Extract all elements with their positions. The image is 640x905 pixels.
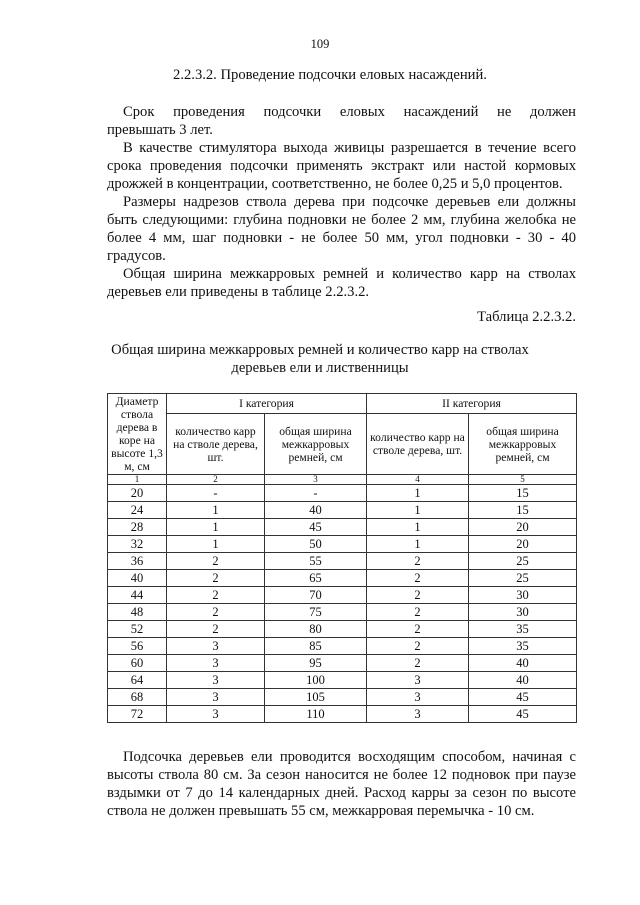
header-sub: общая ширина межкарровых ремней, см	[469, 414, 577, 475]
table-cell: -	[265, 485, 367, 502]
table-title-line: Общая ширина межкарровых ремней и количество карр на стволах	[111, 342, 529, 358]
table-row	[108, 638, 577, 655]
header-category-2: II категория	[367, 394, 577, 414]
paragraph-line: ствола не должен превышать 55 см, межкарровая перемычка - 10 см.	[107, 803, 535, 819]
table-cell: 2	[167, 570, 265, 587]
column-number: 2	[167, 475, 265, 485]
table-cell: 3	[167, 638, 265, 655]
table-row	[108, 689, 577, 706]
table-cell: 2	[367, 570, 469, 587]
section-heading: 2.2.3.2. Проведение подсочки еловых насаждений.	[173, 67, 487, 83]
data-table	[107, 393, 577, 723]
table-cell: 2	[367, 553, 469, 570]
table-cell: 36	[108, 553, 167, 570]
table-cell: 44	[108, 587, 167, 604]
table-cell: 2	[167, 553, 265, 570]
header-diameter: Диаметр ствола дерева в коре на высоте 1,3 м, см	[108, 394, 167, 475]
table-cell: 28	[108, 519, 167, 536]
table-cell: 3	[367, 672, 469, 689]
column-number: 4	[367, 475, 469, 485]
table-cell: 35	[469, 638, 577, 655]
table-row	[108, 655, 577, 672]
table-cell: 2	[367, 638, 469, 655]
header-category-1: I категория	[167, 394, 367, 414]
table-row	[108, 502, 577, 519]
table-cell: 72	[108, 706, 167, 723]
table-cell: 1	[167, 502, 265, 519]
table-cell: 1	[367, 519, 469, 536]
paragraph-line: Подсочка деревьев ели проводится восходящим способом, начиная с	[123, 749, 576, 765]
table-cell: 3	[167, 706, 265, 723]
table-row	[108, 706, 577, 723]
table-cell: 40	[108, 570, 167, 587]
table-cell: 56	[108, 638, 167, 655]
table-cell: 3	[167, 689, 265, 706]
table-cell: 20	[469, 519, 577, 536]
table-cell: 1	[167, 536, 265, 553]
table-cell: 20	[108, 485, 167, 502]
table-cell: 65	[265, 570, 367, 587]
paragraph-line: быть следующими: глубина подновки не более 2 мм, глубина желобка не	[107, 212, 576, 228]
table-cell: 68	[108, 689, 167, 706]
table-cell: 1	[367, 502, 469, 519]
table-cell: 100	[265, 672, 367, 689]
column-number: 5	[469, 475, 577, 485]
table-title	[0, 341, 640, 377]
table-cell: 35	[469, 621, 577, 638]
table-cell: 1	[167, 519, 265, 536]
page-number: 109	[310, 37, 330, 51]
table-cell: 85	[265, 638, 367, 655]
table-cell: 3	[367, 706, 469, 723]
table-cell: 15	[469, 502, 577, 519]
table-row	[108, 519, 577, 536]
column-number: 3	[265, 475, 367, 485]
paragraph-line: градусов.	[107, 248, 166, 264]
table-cell: 2	[367, 587, 469, 604]
table-row	[108, 536, 577, 553]
table-cell: 25	[469, 570, 577, 587]
table-cell: -	[167, 485, 265, 502]
table-row	[108, 485, 577, 502]
table-cell: 2	[167, 621, 265, 638]
table-row	[108, 570, 577, 587]
paragraph-line: Срок проведения подсочки еловых насаждений не должен	[123, 104, 576, 120]
paragraph-line: превышать 3 лет.	[107, 122, 213, 138]
header-sub: количество карр на стволе дерева, шт.	[367, 414, 469, 475]
table-cell: 2	[367, 621, 469, 638]
table-cell: 48	[108, 604, 167, 621]
table-cell: 40	[469, 672, 577, 689]
table-cell: 60	[108, 655, 167, 672]
table-cell: 52	[108, 621, 167, 638]
paragraph-line: Общая ширина межкарровых ремней и количество карр на стволах	[123, 266, 576, 282]
table-cell: 30	[469, 587, 577, 604]
column-number: 1	[108, 475, 167, 485]
table-label: Таблица 2.2.3.2.	[477, 309, 576, 325]
table-cell: 40	[265, 502, 367, 519]
table-cell: 2	[367, 655, 469, 672]
table-row	[108, 621, 577, 638]
table-title-line: деревьев ели и лиственницы	[231, 360, 409, 376]
table-cell: 45	[469, 706, 577, 723]
table-cell: 2	[367, 604, 469, 621]
table-cell: 50	[265, 536, 367, 553]
paragraph-line: вздымки от 7 до 14 календарных дней. Расход карры за сезон по высоте	[107, 785, 576, 801]
table-cell: 1	[367, 536, 469, 553]
table-cell: 45	[469, 689, 577, 706]
table-row	[108, 587, 577, 604]
table-cell: 80	[265, 621, 367, 638]
table-cell: 75	[265, 604, 367, 621]
table-cell: 3	[167, 672, 265, 689]
table-cell: 20	[469, 536, 577, 553]
table-cell: 40	[469, 655, 577, 672]
paragraph-line: Размеры надрезов ствола дерева при подсочке деревьев ели должны	[123, 194, 576, 210]
table-cell: 70	[265, 587, 367, 604]
paragraph-line: более 4 мм, шаг подновки - не более 50 мм, угол подновки - 30 - 40	[107, 230, 576, 246]
table-cell: 30	[469, 604, 577, 621]
body-text-top	[107, 103, 576, 301]
table-cell: 64	[108, 672, 167, 689]
table-row	[108, 604, 577, 621]
paragraph-line: срока проведения подсочки применять экстракт или настой кормовых	[107, 158, 576, 174]
table-cell: 15	[469, 485, 577, 502]
body-text-bottom	[107, 748, 576, 820]
table-cell: 25	[469, 553, 577, 570]
table-cell: 32	[108, 536, 167, 553]
table-cell: 1	[367, 485, 469, 502]
header-sub: общая ширина межкарровых ремней, см	[265, 414, 367, 475]
table-cell: 110	[265, 706, 367, 723]
table-row	[108, 553, 577, 570]
table-cell: 105	[265, 689, 367, 706]
table-cell: 3	[367, 689, 469, 706]
table-cell: 3	[167, 655, 265, 672]
paragraph-line: дрожжей в концентрации, соответственно, не более 0,25 и 5,0 процентов.	[107, 176, 563, 192]
table-cell: 24	[108, 502, 167, 519]
table-cell: 45	[265, 519, 367, 536]
paragraph-line: деревьев ели приведены в таблице 2.2.3.2.	[107, 284, 370, 300]
paragraph-line: В качестве стимулятора выхода живицы разрешается в течение всего	[123, 140, 576, 156]
table-cell: 95	[265, 655, 367, 672]
column-number-row	[108, 475, 577, 485]
paragraph-line: высоты ствола 80 см. За сезон наносится не более 12 подновок при паузе	[107, 767, 576, 783]
table-cell: 2	[167, 604, 265, 621]
table-row	[108, 672, 577, 689]
table-cell: 55	[265, 553, 367, 570]
header-sub: количество карр на стволе дерева, шт.	[167, 414, 265, 475]
table-cell: 2	[167, 587, 265, 604]
